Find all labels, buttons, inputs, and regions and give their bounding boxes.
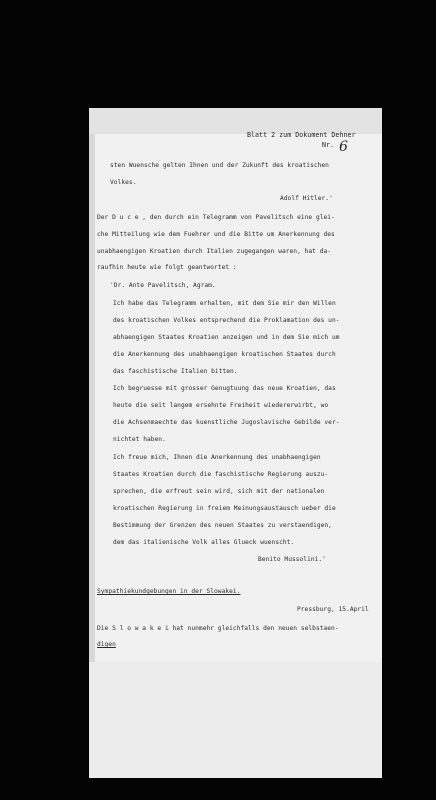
section-heading: Sympathiekundgebungen in der Slowakei. [97,588,241,595]
text-line: heute die seit langem ersehnte Freiheit wiedererwirbt, wo [113,402,329,409]
text-line: Ich begruesse mit grosser Genugtuung das neue Kroatien, das [113,385,336,392]
text-line: kroatischen Regierung in freiem Meinungsaustausch ueber die [113,505,336,512]
text-line: Der D u c e , den durch ein Telegramm von Pavelitsch eine glei- [97,214,335,221]
text-line: Staates Kroatien durch die faschistische Regierung auszu- [113,471,329,478]
text-line: sprechen, die erfreut sein wird, sich mit der nationalen [113,488,325,495]
text-line: abhaengigen Staates Kroatien anzeigen und in dem Sie mich um [113,334,340,341]
text-line: die Anerkennung des unabhaengigen kroatischen Staates durch [113,351,336,358]
page-bottom-area [89,662,382,778]
text-line: Ich habe das Telegramm erhalten, mit dem Sie mir den Willen [113,300,336,307]
header-line: Blatt 2 zum Dokument Dehner [247,131,356,139]
text-line: Ich freue mich, Ihnen die Anerkennung des unabhaengigen [113,454,321,461]
text-line: des kroatischen Volkes entsprechend die Proklamation des un- [113,317,340,324]
signature-line: Benito Mussolini.' [258,556,326,563]
text-line: die Achsenmaechte das kuenstliche Jugoslavische Gebilde ver- [113,419,340,426]
signature-line: Adolf Hitler.' [280,195,333,202]
text-line: nichtet haben. [113,436,166,443]
dateline: Pressburg, 15.April [297,606,369,613]
text-line: unabhaengigen Kroatien durch Italien zugegangen waren, hat da- [97,248,332,255]
text-line: sten Wuensche gelten Ihnen und der Zukunft des kroatischen [110,162,329,169]
text-line: 'Dr. Ante Pavelitsch, Agram. [110,282,216,289]
text-line: dem das italienische Volk alles Glueck wuenscht. [113,539,295,546]
text-line: Die S l o w a k e i hat nunmehr gleichfalls den neuen selbstaen- [97,625,339,632]
text-line: che Mitteilung wie dem Fuehrer und die Bitte um Anerkennung des [97,231,335,238]
handwritten-document-number: 6 [339,139,348,155]
text-line: Bestimmung der Grenzen des neuen Staates zu verstaendigen, [113,522,332,529]
text-line: digen [97,641,116,648]
header-nr-label: Nr. [322,141,335,149]
text-line: raufhin heute wie folgt geantwortet : [97,264,237,271]
text-line: Volkes. [110,179,137,186]
text-line: das faschistische Italien bitten. [113,368,238,375]
